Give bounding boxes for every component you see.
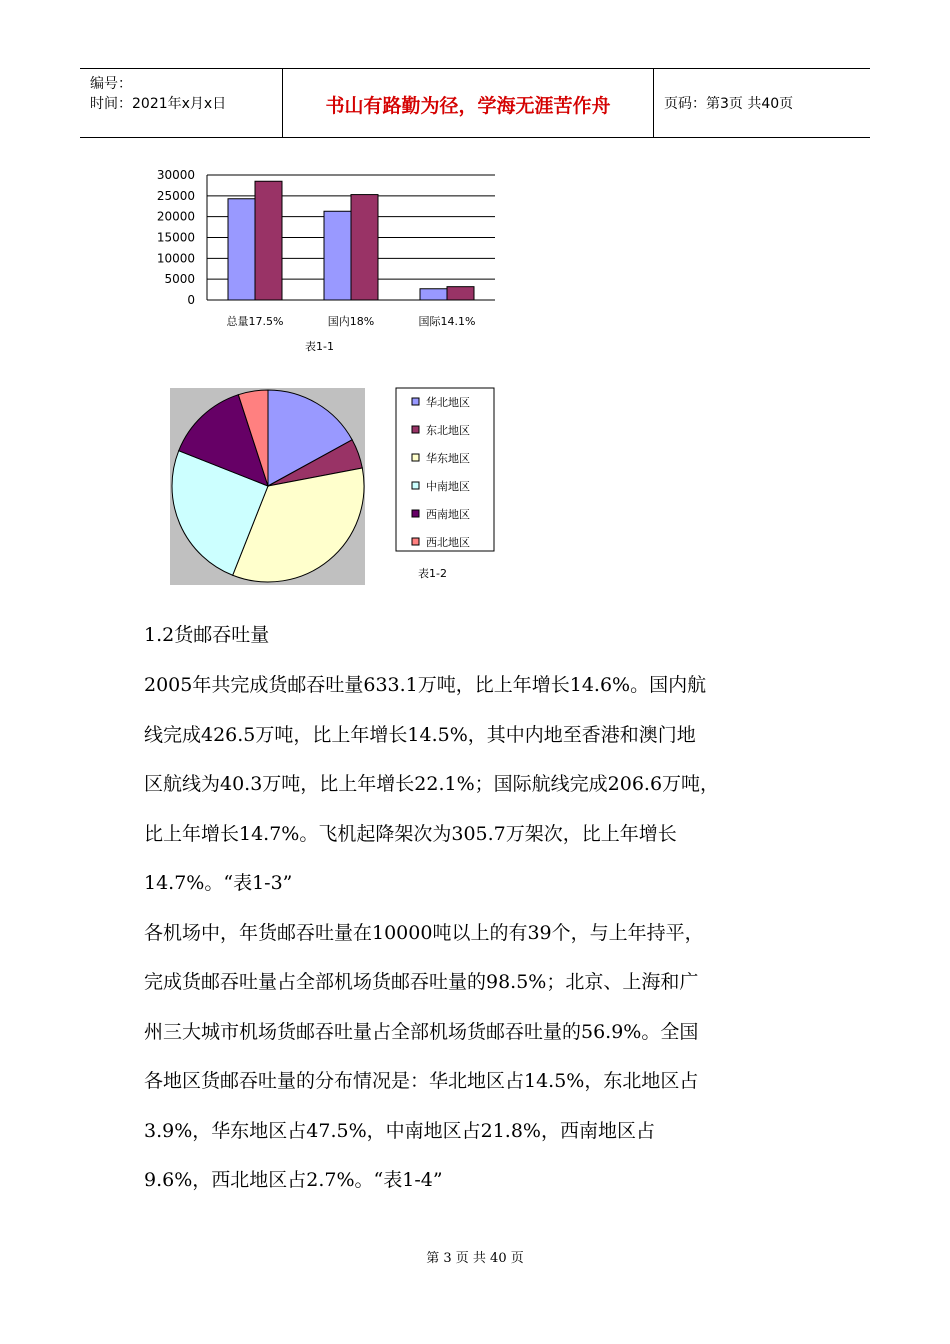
time-label: 时间：2021年x月x日 — [90, 96, 227, 112]
bar-chart-caption: 表1-1 — [305, 340, 334, 353]
legend-label: 华北地区 — [426, 396, 470, 409]
text-line: 州三大城市机场货邮吞吐量占全部机场货邮吞吐量的56.9%。全国 — [144, 1020, 699, 1043]
motto: 书山有路勤为径，学海无涯苦作舟 — [325, 95, 611, 117]
bar-category-label: 国内18% — [327, 315, 375, 328]
text-line: 各地区货邮吞吐量的分布情况是：华北地区占14.5%，东北地区占 — [144, 1070, 699, 1092]
section-title: 1.2货邮吞吐量 — [144, 624, 270, 646]
pie-chart — [170, 385, 500, 590]
text-line: 3.9%，华东地区占47.5%，中南地区占21.8%，西南地区占 — [144, 1119, 655, 1142]
text-line: 14.7%。“表1-3” — [144, 872, 293, 894]
header-left — [80, 69, 282, 137]
bar-ytick-label: 10000 — [156, 251, 195, 266]
legend-swatch — [412, 510, 419, 517]
bar-category-label: 国际14.1% — [418, 315, 476, 328]
page-footer: 第 3 页 共 40 页 — [426, 1251, 524, 1266]
text-line: 线完成426.5万吨，比上年增长14.5%，其中内地至香港和澳门地 — [144, 723, 696, 746]
bar — [228, 199, 255, 300]
bar — [351, 195, 378, 300]
bar-category-label: 总量17.5% — [226, 315, 284, 328]
pie-legend — [396, 388, 494, 551]
legend-swatch — [412, 426, 419, 433]
legend-label: 中南地区 — [426, 480, 470, 493]
legend-swatch — [412, 454, 419, 461]
bar-ytick-label: 20000 — [156, 209, 195, 224]
text-line: 完成货邮吞吐量占全部机场货邮吞吐量的98.5%；北京、上海和广 — [144, 971, 699, 993]
legend-label: 西北地区 — [426, 536, 470, 549]
legend-label: 东北地区 — [426, 424, 470, 437]
page-code: 页码：第3页 共40页 — [664, 96, 794, 112]
legend-label: 华东地区 — [426, 452, 470, 465]
legend-swatch — [412, 398, 419, 405]
bar-ytick-label: 15000 — [156, 230, 195, 245]
bar-ytick-label: 30000 — [156, 168, 195, 182]
header-right — [654, 69, 870, 137]
bar — [420, 289, 447, 300]
text-line: 各机场中，年货邮吞吐量在10000吨以上的有39个，与上年持平， — [144, 921, 704, 944]
header-center — [282, 69, 654, 137]
bar — [447, 287, 474, 300]
number-label: 编号： — [90, 76, 132, 92]
pie-chart-caption: 表1-2 — [418, 567, 447, 580]
bar-ytick-label: 25000 — [156, 188, 195, 203]
legend-label: 西南地区 — [426, 508, 470, 521]
bar-chart — [140, 160, 520, 360]
text-line: 比上年增长14.7%。飞机起降架次为305.7万架次，比上年增长 — [144, 822, 677, 845]
legend-swatch — [412, 538, 419, 545]
page-header — [80, 68, 870, 138]
bar-ytick-label: 0 — [187, 293, 195, 307]
text-line: 区航线为40.3万吨，比上年增长22.1%；国际航线完成206.6万吨， — [144, 773, 720, 795]
bar-ytick-label: 5000 — [164, 272, 195, 287]
bar — [324, 211, 351, 300]
bar — [255, 181, 282, 300]
text-line: 9.6%，西北地区占2.7%。“表1-4” — [144, 1169, 443, 1191]
text-line: 2005年共完成货邮吞吐量633.1万吨，比上年增长14.6%。国内航 — [144, 674, 707, 696]
legend-swatch — [412, 482, 419, 489]
